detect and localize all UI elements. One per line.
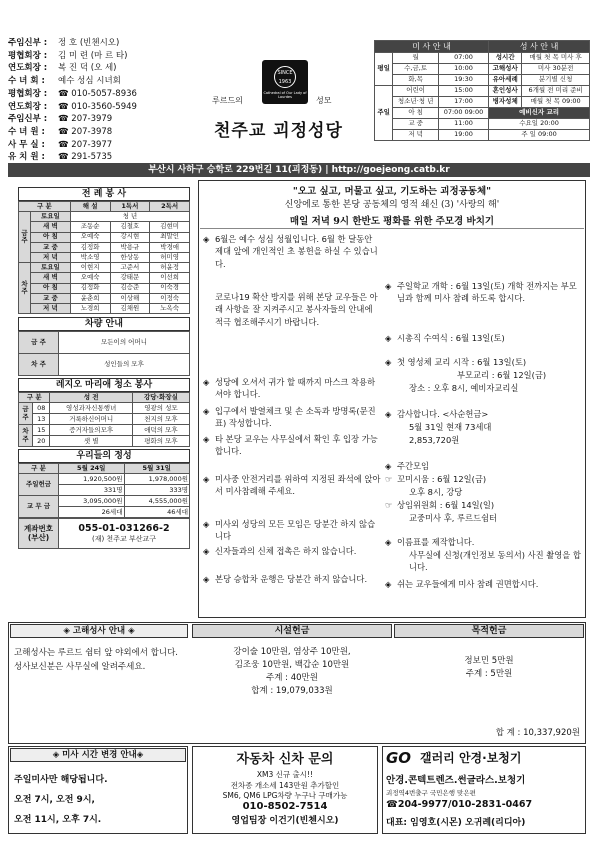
confession-title: ◈ 고해성사 안내 ◈ xyxy=(10,624,188,638)
liturgy-header-cell: 해 설 xyxy=(70,202,110,212)
mass-change-title: ◈ 미사 시간 변경 안내◈ xyxy=(10,748,186,762)
reader-name: 박용규 xyxy=(110,242,150,252)
reader-group: 청 년 xyxy=(70,212,189,222)
staff-role: 사 무 실 : xyxy=(8,139,45,150)
mass-slot: 교 중 xyxy=(31,293,71,303)
glass-owner: 대표: 임영호(시몬) 오귀례(리디아) xyxy=(386,818,526,828)
notice-item xyxy=(203,545,381,557)
mass-day: 아 침 xyxy=(393,108,439,119)
staff-role: 유 치 원 : xyxy=(8,152,45,163)
sacrament-name: 병자성체 xyxy=(489,97,522,108)
notice-item xyxy=(203,376,381,401)
glass-logo: GO xyxy=(386,749,412,767)
mass-slot: 아 침 xyxy=(31,232,71,242)
reader-name: 조동순 xyxy=(70,222,110,232)
cleaning-cell: 샛 별 xyxy=(50,436,132,447)
facility-line: 합계 : 19,079,033원 xyxy=(251,686,333,696)
bullet-icon: ◈ xyxy=(385,537,392,547)
mass-day: 월 xyxy=(393,53,439,64)
notice-text: 감사합니다. <사순헌금> xyxy=(397,409,489,419)
notice-item xyxy=(385,332,583,344)
notice-item xyxy=(203,573,381,585)
mass-slot: 토요일 xyxy=(31,212,71,222)
facility-line: 주계 : 40만원 xyxy=(266,673,318,683)
sacrament-info: 6개월 전 미리 준비 xyxy=(522,86,590,97)
facility-title: 시설헌금 xyxy=(192,624,392,638)
bullet-icon: ◈ xyxy=(203,574,210,584)
cleaning-cell: 13 xyxy=(33,414,50,425)
reader-name: 이숙경 xyxy=(150,283,190,293)
mass-slot: 아 침 xyxy=(31,283,71,293)
notice-item xyxy=(385,486,583,498)
account-table xyxy=(18,518,190,549)
mass-slot: 토요일 xyxy=(31,263,71,273)
car-ad-title: 자동차 신차 문의 xyxy=(236,752,334,767)
cleaning-cell: 거룩하신어머니 xyxy=(50,414,132,425)
reader-name: 허미영 xyxy=(150,252,190,262)
sacrament-info: 매월 첫 목 09:00 xyxy=(522,97,590,108)
car-week: 차 주 xyxy=(19,354,59,376)
divider xyxy=(200,228,584,229)
facility-line: 강이술 10만원, 염상주 10만원, xyxy=(233,647,351,657)
reader-name: 강태문 xyxy=(110,273,150,283)
notice-item xyxy=(385,536,583,548)
liturgy-row xyxy=(19,303,190,313)
notice-text: 미사외 성당의 모든 모임은 당분간 하지 않습니다 xyxy=(215,519,376,542)
notice-item xyxy=(385,499,583,511)
week-label: 금주 xyxy=(19,212,31,263)
offering-amount: 3,095,000원 xyxy=(59,496,125,507)
staff-value: 예수 성심 시녀회 xyxy=(58,76,121,87)
account-label: 계좌번호 (부산) xyxy=(19,519,59,549)
mass-slot: 새 벽 xyxy=(31,273,71,283)
mass-day: 수,금,토 xyxy=(393,64,439,75)
liturgy-row xyxy=(19,222,190,232)
purpose-line: 주계 : 5만원 xyxy=(465,669,513,679)
sacrament-info: 매월 첫 목 미사 후 xyxy=(522,53,590,64)
staff-row xyxy=(8,88,208,101)
mass-change-list xyxy=(14,770,184,830)
lourdes-text: 루르드의 xyxy=(212,96,243,105)
offering-type: 교 무 금 xyxy=(19,496,59,518)
notice-text: 6월은 예수 성심 성월입니다. 6월 한 달동안 제대 앞에 개인적인 초 봉헌을 하실 수 있습니다. xyxy=(215,234,378,269)
bullet-icon: ◈ xyxy=(203,474,210,484)
liturgy-row xyxy=(19,273,190,283)
offering-count: 333명 xyxy=(124,485,190,496)
purpose-title: 목적헌금 xyxy=(394,624,584,638)
glass-address: 괴정역4번출구 국민은행 맞은편 xyxy=(386,789,476,797)
reader-name: 김승준 xyxy=(110,283,150,293)
cleaning-row xyxy=(19,425,190,436)
bullet-icon: ◈ xyxy=(385,579,392,589)
sacrament-name: 성시간 xyxy=(489,53,522,64)
cleaning-header-cell: 성 전 xyxy=(50,393,132,403)
car-row xyxy=(19,332,190,354)
mass-time: 07:00 09:00 xyxy=(438,108,488,119)
notice-text: 장소 : 오후 8시, 예비자교리실 xyxy=(409,383,519,393)
notice-item xyxy=(203,291,381,328)
notice-text: 사무실에 신청(개인정보 동의서) 사진 촬영을 합니다. xyxy=(409,550,581,573)
bullet-icon: ◈ xyxy=(203,406,210,416)
staff-role: 연도회장 : xyxy=(8,101,48,112)
week-label: 차주 xyxy=(19,263,31,314)
mass-change-line: 오전 11시, 오후 7시. xyxy=(14,815,102,825)
notice-item xyxy=(385,356,583,368)
staff-value: 김 미 련 (마 르 타) xyxy=(58,50,128,61)
mass-row xyxy=(375,119,590,130)
notices-right xyxy=(385,280,583,610)
notice-text: 타 본당 교우는 사무실에서 확인 후 입장 가능합니다. xyxy=(215,434,378,457)
bullet-icon: ☞ xyxy=(385,474,393,484)
staff-role: 평협회장 : xyxy=(8,50,48,61)
reader-name: 오예숙 xyxy=(70,273,110,283)
bullet-icon: ◈ xyxy=(203,546,210,556)
offering-count: 46세대 xyxy=(124,507,190,518)
mass-day: 어린이 xyxy=(393,86,439,97)
cleaning-cell: 천지의 모후 xyxy=(132,414,189,425)
car-ad-line: 영업팀장 이건기(빈첸시오) xyxy=(231,816,339,826)
mass-slot: 교 중 xyxy=(31,242,71,252)
mass-schedule xyxy=(374,40,590,141)
mass-group: 평일 xyxy=(375,53,393,86)
car-row xyxy=(19,354,190,376)
liturgy-header-cell: 구 분 xyxy=(19,202,71,212)
cleaning-row xyxy=(19,436,190,447)
mass-row xyxy=(375,130,590,141)
cleaning-cell: 20 xyxy=(33,436,50,447)
bullet-icon: ◈ xyxy=(385,409,392,419)
sacrament-info: 미사 30분전 xyxy=(522,64,590,75)
logo-subtitle: Cathedral of Our Lady of Lourdes xyxy=(263,91,307,99)
cleaning-cell: 15 xyxy=(33,425,50,436)
reader-name: 최말인 xyxy=(150,232,190,242)
liturgy-row xyxy=(19,242,190,252)
mass-time: 19:30 xyxy=(438,75,488,86)
reader-name: 고준서 xyxy=(110,263,150,273)
vigil-time: 수요일 20:00 xyxy=(489,119,590,130)
staff-row xyxy=(8,139,208,152)
sacrament-info: 분기별 신청 xyxy=(522,75,590,86)
staff-role: 수 녀 원 : xyxy=(8,126,45,137)
notice-item xyxy=(385,473,583,485)
reader-name: 이선희 xyxy=(150,273,190,283)
purpose-total: 합 계 : 10,337,920원 xyxy=(495,728,580,738)
offering-header-cell: 구 분 xyxy=(19,464,59,474)
offering-header-cell: 5월 24일 xyxy=(59,464,125,474)
staff-row xyxy=(8,113,208,126)
notice-item xyxy=(203,518,381,543)
sacrament-name: 고해성사 xyxy=(489,64,522,75)
logo-year: 1963 xyxy=(278,79,292,85)
staff-row xyxy=(8,50,208,63)
notice-item xyxy=(385,578,583,590)
notice-text: 교중미사 후, 루르드쉼터 xyxy=(409,513,498,523)
facility-list xyxy=(192,646,392,698)
staff-value: ☎ 207-3978 xyxy=(58,126,113,137)
mass-time: 19:00 xyxy=(438,130,488,141)
notice-text: 미사중 안전거리를 위하여 지정된 좌석에 앉아서 미사참례해 주세요. xyxy=(215,474,381,497)
purpose-list xyxy=(394,655,584,681)
account-number: 055-01-031266-2 xyxy=(78,523,170,535)
logo-since: SINCE xyxy=(277,70,293,76)
staff-value: ☎ 010-3560-5949 xyxy=(58,101,137,112)
reader-name: 김정화 xyxy=(70,283,110,293)
notice-item xyxy=(203,233,381,270)
offering-type: 주일헌금 xyxy=(19,474,59,496)
parish-motto: "오고 싶고, 머물고 싶고, 기도하는 괴정공동체" xyxy=(292,186,492,197)
offering-amount: 4,555,000원 xyxy=(124,496,190,507)
staff-role: 수 녀 회 : xyxy=(8,76,45,87)
purpose-line: 정보민 5만원 xyxy=(464,656,514,666)
sacrament-name: 유아세례 xyxy=(489,75,522,86)
offering-count: 331명 xyxy=(59,485,125,496)
bullet-icon: ☞ xyxy=(385,500,393,510)
mass-time: 10:00 xyxy=(438,64,488,75)
offering-table xyxy=(18,463,190,518)
notice-item xyxy=(385,280,583,305)
car-group: 모든이의 어머니 xyxy=(59,332,190,354)
notice-item xyxy=(385,421,583,433)
liturgy-row xyxy=(19,252,190,262)
bullet-icon: ◈ xyxy=(385,333,392,343)
offering-title: 우리들의 정성 xyxy=(18,449,190,463)
sacrament-title: 성 사 안 내 xyxy=(489,41,590,53)
notice-text: 신자들과의 신체 접촉은 하지 않습니다. xyxy=(215,546,357,556)
reader-name: 이상해 xyxy=(110,293,150,303)
mass-day: 화,목 xyxy=(393,75,439,86)
bullet-icon: ◈ xyxy=(385,281,392,291)
vigil-title: 예비신자 교리 xyxy=(489,108,590,119)
notice-item xyxy=(203,473,381,498)
reader-name: 박경애 xyxy=(150,242,190,252)
notices-left xyxy=(203,233,381,618)
car-ad-line: 010-8502-7514 xyxy=(242,800,328,812)
cleaning-title: 레지오 마리애 청소 봉사 xyxy=(18,378,190,392)
bullet-icon: ◈ xyxy=(203,234,210,244)
reader-name: 김현미 xyxy=(150,222,190,232)
cleaning-header xyxy=(19,393,190,403)
notice-text: 성당에 오셔서 귀가 할 때까지 마스크 착용하셔야 합니다. xyxy=(215,377,376,400)
staff-value: 복 진 덕 (오 세) xyxy=(58,63,117,74)
glass-phone: ☎204-9977/010-2831-0467 xyxy=(386,799,533,810)
cleaning-header-cell: 구 분 xyxy=(19,393,50,403)
liturgy-header xyxy=(19,202,190,212)
car-ad-line: SM6, QM6 LPG차량 누구나 구매가능 xyxy=(222,791,348,800)
reader-name: 노옥숙 xyxy=(150,303,190,313)
liturgy-row xyxy=(19,232,190,242)
glass-items: 안경.콘텍트렌즈.썬글라스.보청기 xyxy=(386,775,526,786)
confession-text: 고해성사는 루르드 쉼터 앞 야외에서 합니다. 성사보신분은 사무실에 알려주세요. xyxy=(14,648,179,672)
bullet-icon: ◈ xyxy=(203,434,210,444)
prayer-notice: 매일 저녁 9시 한반도 평화를 위한 주모경 바치기 xyxy=(289,216,495,227)
mass-row xyxy=(375,64,590,75)
notice-item xyxy=(385,549,583,574)
notice-text: 주일학교 개학 : 6월 13일(토) 개학 전까지는 부모님과 함께 미사 참례 하도록 합시다. xyxy=(397,281,577,304)
notice-text: 첫 영성체 교리 시작 : 6월 13일(토) xyxy=(397,357,527,367)
parish-theme: 신앙에로 통한 본당 공동체의 영적 쇄신 (3) '사랑의 해' xyxy=(284,200,500,210)
notice-text: 주간모임 xyxy=(397,461,430,471)
offering-amount: 1,978,000원 xyxy=(124,474,190,485)
staff-role: 평협회장 : xyxy=(8,88,48,99)
account-owner: (재) 천주교 부산교구 xyxy=(91,535,156,544)
reader-name: 노경희 xyxy=(70,303,110,313)
mass-group: 주일 xyxy=(375,86,393,141)
car-title: 차량 안내 xyxy=(18,317,190,331)
notice-item xyxy=(203,433,381,458)
staff-value: ☎ 010-5057-8936 xyxy=(58,88,137,99)
offering-header xyxy=(19,464,190,474)
notice-item xyxy=(385,382,583,394)
notice-text: 부모교리 : 6월 12일(금) xyxy=(457,370,547,380)
mass-time: 17:00 xyxy=(438,97,488,108)
mass-slot: 저 녁 xyxy=(31,252,71,262)
notice-item xyxy=(385,434,583,446)
cleaning-cell: 애덕의 모후 xyxy=(132,425,189,436)
reader-name: 윤춘희 xyxy=(70,293,110,303)
notice-text: 꼬미시움 : 6월 12일(금) xyxy=(397,474,487,484)
cleaning-cell: 영광의 성모 xyxy=(132,403,189,414)
parish-logo xyxy=(262,60,308,104)
left-column xyxy=(18,187,190,549)
mass-change-line: 오전 7시, 오전 9시, xyxy=(14,795,95,805)
staff-role: 주임신부 : xyxy=(8,114,48,125)
mass-row xyxy=(375,75,590,86)
mass-row xyxy=(375,86,590,97)
staff-value: ☎ 207-3979 xyxy=(58,114,113,125)
reader-name: 이현지 xyxy=(70,263,110,273)
staff-row xyxy=(8,75,208,88)
staff-role: 연도회장 : xyxy=(8,63,48,74)
bullet-icon: ◈ xyxy=(203,519,210,529)
staff-row xyxy=(8,101,208,114)
glass-name: 갤러리 안경·보청기 xyxy=(420,751,522,765)
mass-time: 11:00 xyxy=(438,119,488,130)
facility-line: 김조웅 10만원, 백갑순 10만원 xyxy=(234,660,350,670)
notice-text: 입구에서 발열체크 및 손 소독과 방명록(문진표) 작성합니다. xyxy=(215,406,376,429)
notice-text: 본당 승합차 운행은 당분간 하지 않습니다. xyxy=(215,574,368,584)
offering-count: 26세대 xyxy=(59,507,125,518)
reader-name: 이정숙 xyxy=(150,293,190,303)
bullet-icon: ◈ xyxy=(385,461,392,471)
car-ad-line: 전차종 개소세 143만원 추가할인 xyxy=(230,780,340,790)
liturgy-header-cell: 2독서 xyxy=(150,202,190,212)
cleaning-row xyxy=(19,403,190,414)
notice-item xyxy=(385,512,583,524)
mass-change-line: 주일미사만 해당됩니다. xyxy=(14,775,108,785)
liturgy-row xyxy=(19,212,190,222)
mass-day: 저 녁 xyxy=(393,130,439,141)
reader-name: 박소영 xyxy=(70,252,110,262)
reader-name: 김채원 xyxy=(110,303,150,313)
cleaning-cell: 평화의 모후 xyxy=(132,436,189,447)
liturgy-row xyxy=(19,283,190,293)
reader-name: 강시현 xyxy=(110,232,150,242)
reader-name: 김철호 xyxy=(110,222,150,232)
notice-text: 이름표를 제작합니다. xyxy=(397,537,475,547)
vigil-time: 주 일 09:00 xyxy=(489,130,590,141)
staff-value: 정 호 (빈첸시오) xyxy=(58,38,120,48)
cleaning-header-cell: 강당·화장실 xyxy=(132,393,189,403)
staff-row xyxy=(8,126,208,139)
mass-slot: 새 벽 xyxy=(31,222,71,232)
notice-text: 시총직 수여식 : 6월 13일(토) xyxy=(397,333,505,343)
staff-list xyxy=(8,37,208,164)
week-label: 차주 xyxy=(19,425,33,447)
notice-item xyxy=(203,405,381,430)
notice-text: 코로나19 확산 방지를 위해 본당 교우들은 아래 사항을 잘 지켜주시고 봉사자들의 안내에 적극 협조해주시기 바랍니다. xyxy=(215,292,378,327)
liturgy-row xyxy=(19,263,190,273)
cleaning-cell: 영성과자신통행녀 xyxy=(50,403,132,414)
mass-row xyxy=(375,108,590,119)
offering-amount: 1,920,500원 xyxy=(59,474,125,485)
staff-value: ☎ 207-3977 xyxy=(58,139,113,150)
mass-slot: 저 녁 xyxy=(31,303,71,313)
mass-time: 15:00 xyxy=(438,86,488,97)
notice-item xyxy=(385,408,583,420)
reader-name: 허윤정 xyxy=(150,263,190,273)
car-week: 금 주 xyxy=(19,332,59,354)
car-group: 성인들의 모후 xyxy=(59,354,190,376)
mass-day: 교 중 xyxy=(393,119,439,130)
notice-text: 2,853,720원 xyxy=(409,435,460,445)
car-table xyxy=(18,331,190,376)
notice-text: 쉬는 교우들에게 미사 참례 권면합시다. xyxy=(397,579,539,589)
cleaning-table xyxy=(18,392,190,447)
notice-text: 오후 8시, 강당 xyxy=(409,487,463,497)
reader-name: 한상동 xyxy=(110,252,150,262)
liturgy-title: 전 례 봉 사 xyxy=(18,187,190,201)
offering-header-cell: 5월 31일 xyxy=(124,464,190,474)
staff-role: 주임신부 : xyxy=(8,38,48,48)
mass-title: 미 사 안 내 xyxy=(375,41,489,53)
bullet-icon: ◈ xyxy=(385,357,392,367)
mass-time: 07:00 xyxy=(438,53,488,64)
liturgy-header-cell: 1독서 xyxy=(110,202,150,212)
staff-value: ☎ 291-5735 xyxy=(58,152,113,163)
mass-row xyxy=(375,53,590,64)
reader-name: 오예숙 xyxy=(70,232,110,242)
parish-title: 천주교 괴정성당 xyxy=(214,121,343,141)
notice-item xyxy=(385,369,583,381)
car-ad-body xyxy=(192,770,378,827)
reader-name: 김정화 xyxy=(70,242,110,252)
mass-row xyxy=(375,97,590,108)
liturgy-row xyxy=(19,293,190,303)
address-bar: 부산시 사하구 승학로 229번길 11(괴정동) | http://goejeong.catb.kr xyxy=(8,163,590,177)
offering-row xyxy=(19,496,190,507)
notice-text: 5월 31일 현재 73세대 xyxy=(409,422,492,432)
sacrament-name: 혼인성사 xyxy=(489,86,522,97)
bullet-icon: ◈ xyxy=(203,377,210,387)
staff-row xyxy=(8,62,208,75)
week-label: 금주 xyxy=(19,403,33,425)
cleaning-row xyxy=(19,414,190,425)
staff-row xyxy=(8,37,208,50)
cleaning-cell: 08 xyxy=(33,403,50,414)
notice-text: 상임위원회 : 6월 14일(일) xyxy=(397,500,495,510)
liturgy-table xyxy=(18,201,190,314)
offering-row xyxy=(19,474,190,485)
mass-day: 청소년·청 년 xyxy=(393,97,439,108)
car-ad-line: XM3 신규 출시!! xyxy=(256,770,314,779)
notice-item xyxy=(385,460,583,472)
cleaning-cell: 증거자들의모후 xyxy=(50,425,132,436)
seongmo-text: 성모 xyxy=(316,96,332,105)
